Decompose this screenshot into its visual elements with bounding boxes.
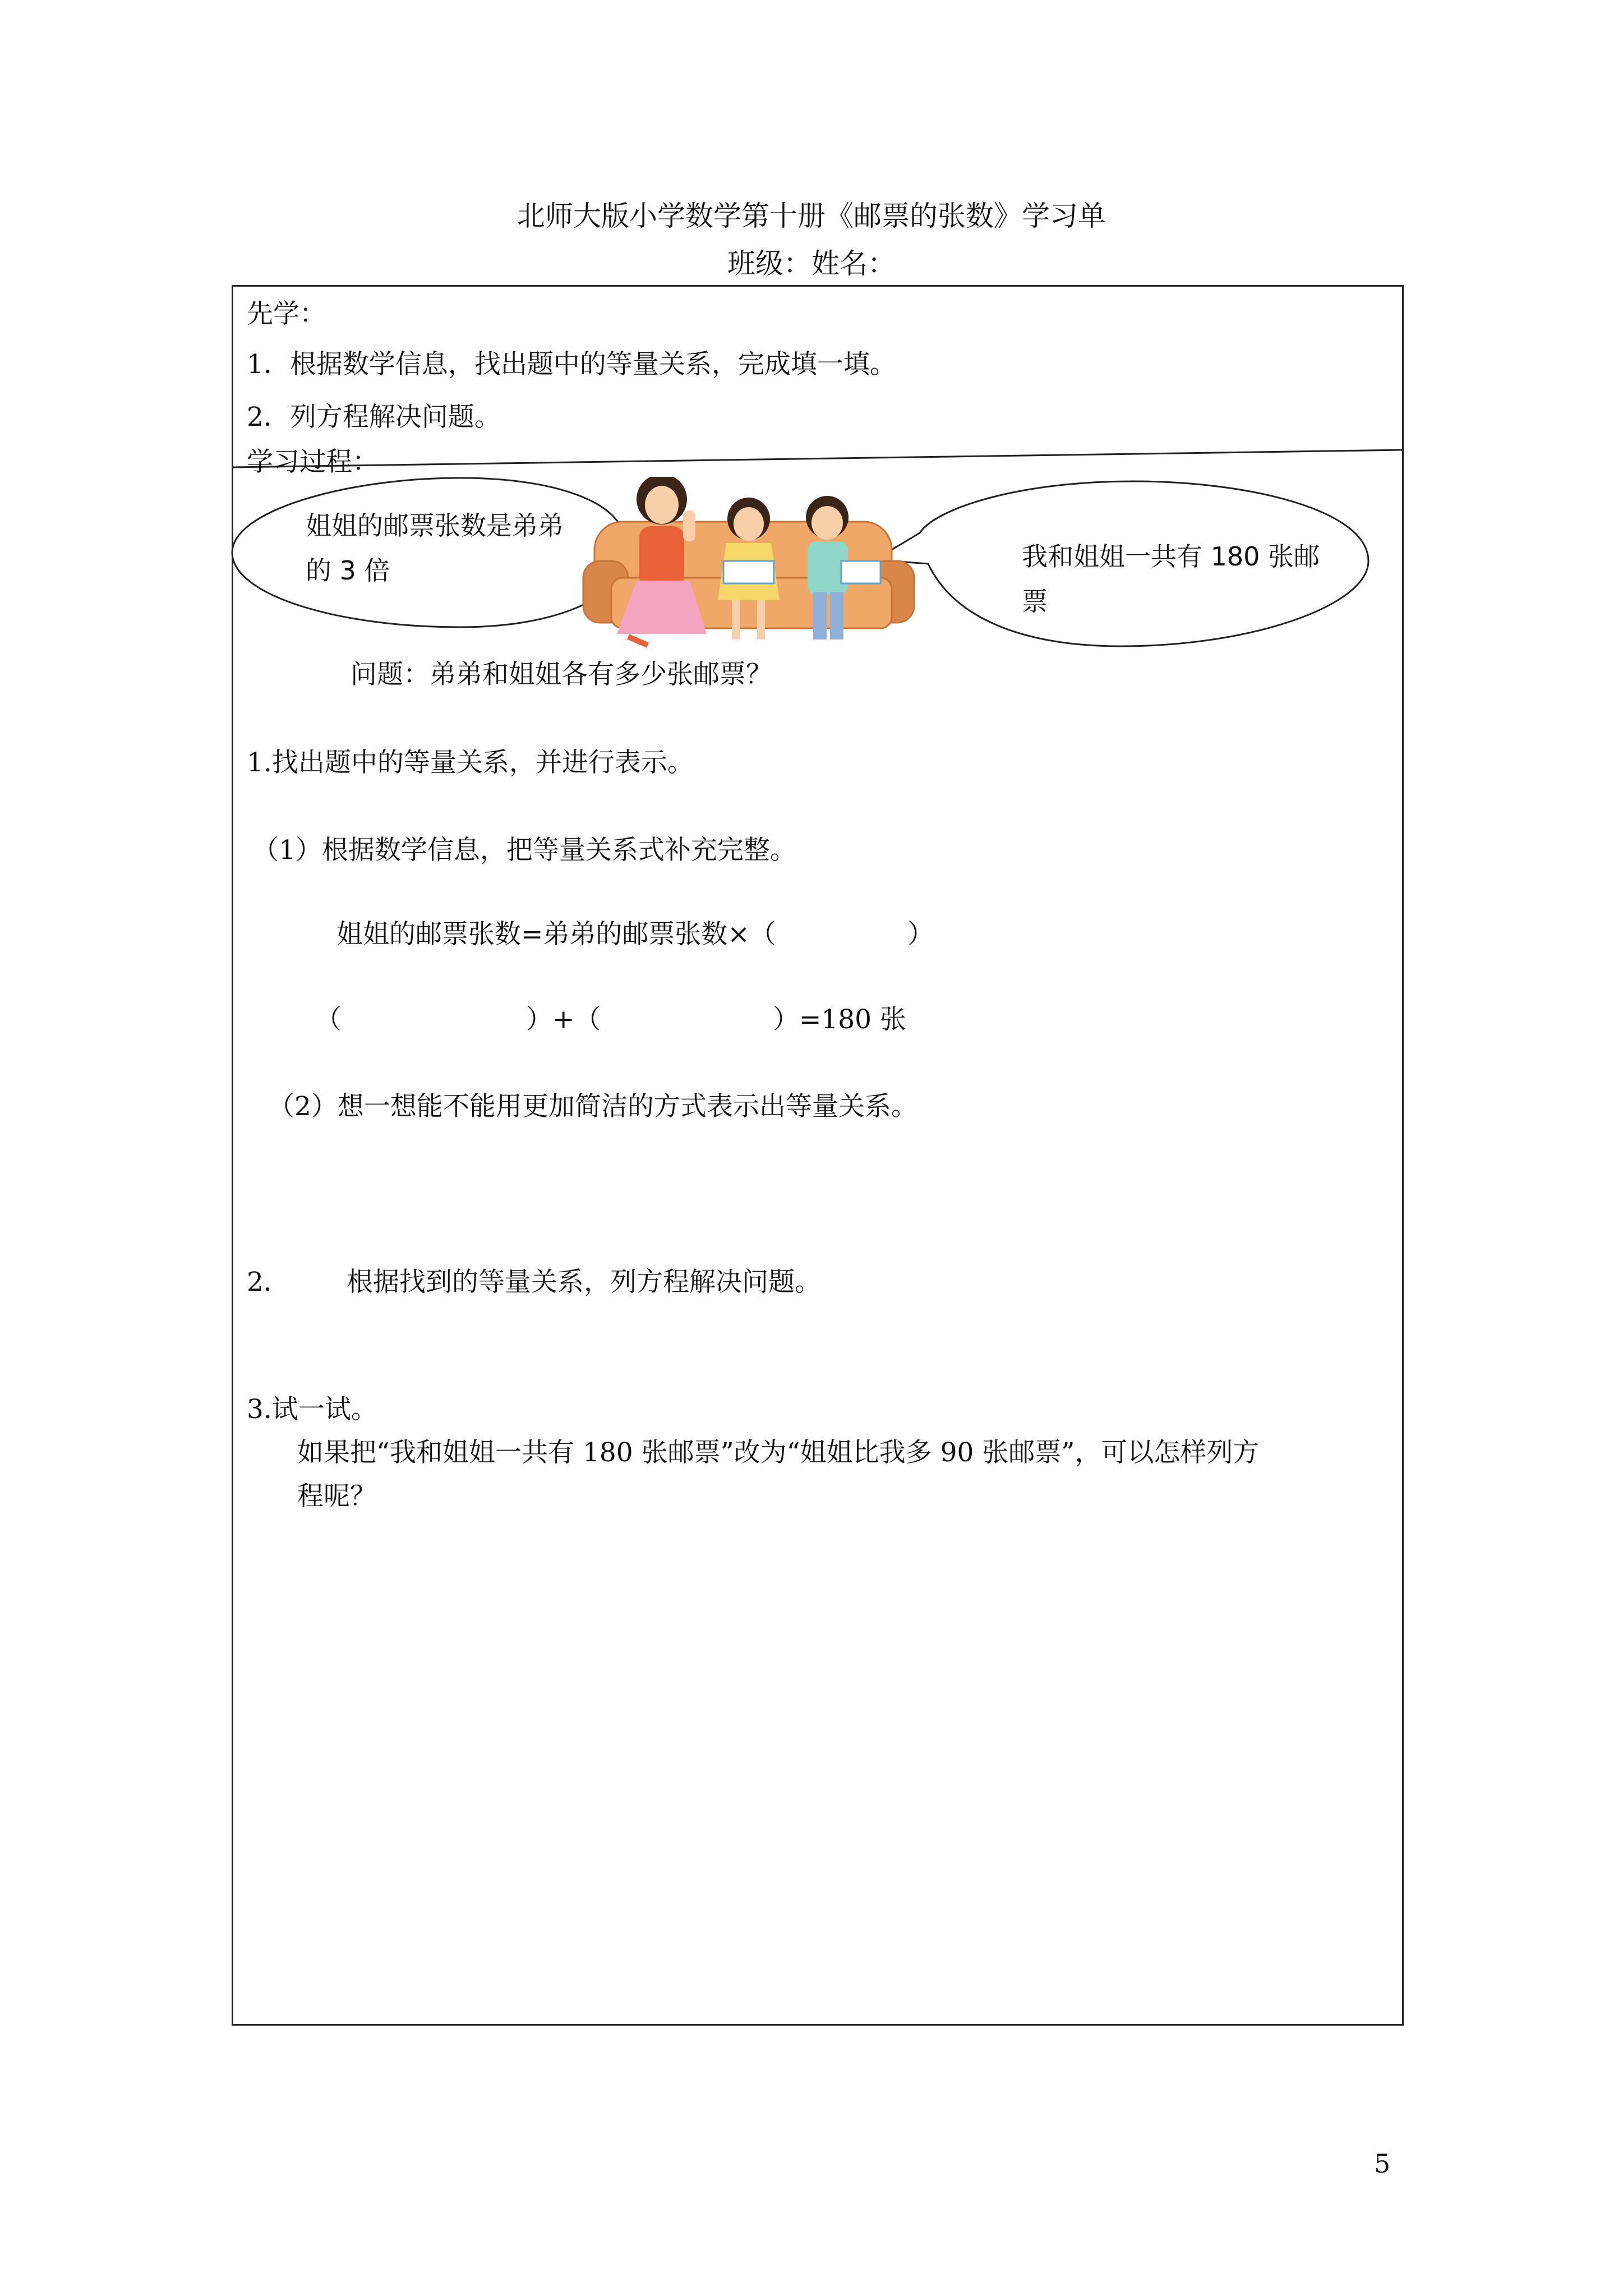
preview-heading: 先学： (247, 298, 326, 329)
class-name-line: 班级：姓名： (727, 247, 896, 280)
equation-2-result: ）=180 张 (773, 1004, 907, 1035)
task3-line-2: 程呢？ (297, 1481, 376, 1512)
equation-1-left: 姐姐的邮票张数=弟弟的邮票张数×（ (336, 919, 776, 950)
task1-sub1: （1）根据数学信息，把等量关系式补充完整。 (252, 835, 796, 866)
preview-item-2: 2．列方程解决问题。 (247, 402, 501, 432)
section-divider-line (233, 449, 1403, 469)
preview-item-1: 1．根据数学信息，找出题中的等量关系，完成填一填。 (247, 349, 896, 380)
process-heading: 学习过程： (247, 447, 379, 477)
right-bubble-text: 我和姐姐一共有 180 张邮票 (1022, 541, 1320, 616)
task3-line-1: 如果把“我和姐姐一共有 180 张邮票”改为“姐姐比我多 90 张邮票”，可以怎样列方 (297, 1437, 1260, 1468)
task3-heading: 3.试一试。 (247, 1394, 377, 1425)
task1-heading: 1.找出题中的等量关系，并进行表示。 (247, 747, 694, 778)
page-number: 5 (1374, 2148, 1391, 2179)
task1-sub2: （2）想一想能不能用更加简洁的方式表示出等量关系。 (268, 1091, 917, 1122)
equation-1-blank-close: ） (907, 919, 934, 950)
equation-2-plus: ）+（ (526, 1004, 601, 1035)
worksheet-title: 北师大版小学数学第十册《邮票的张数》学习单 (517, 200, 1106, 232)
question-text: 问题：弟弟和姐姐各有多少张邮票？ (351, 659, 772, 690)
task2-number: 2． (247, 1267, 290, 1297)
left-bubble-text: 姐姐的邮票张数是弟弟的 3 倍 (306, 510, 564, 586)
equation-2-open: （ (315, 1004, 342, 1035)
task2-text: 根据找到的等量关系，列方程解决问题。 (347, 1267, 821, 1297)
